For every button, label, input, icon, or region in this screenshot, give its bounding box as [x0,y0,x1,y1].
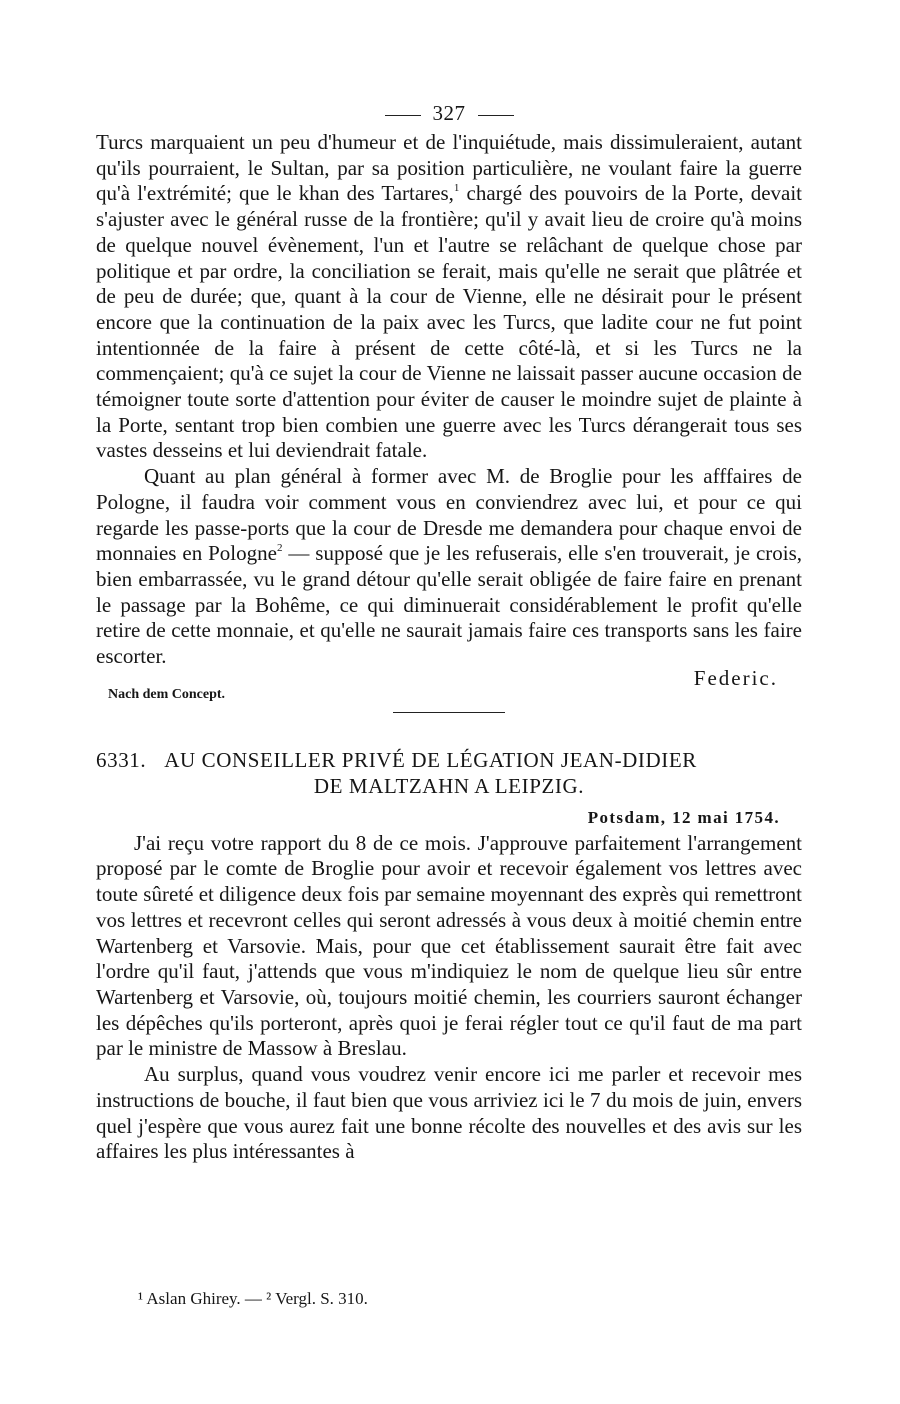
page-number: 327 [432,101,466,125]
document-heading-line1: AU CONSEILLER PRIVÉ DE LÉGATION JEAN-DIDIER [164,747,697,772]
paragraph-text-part1: Turcs marquaient un peu d'humeur et de l'inquiétude, mais dissimuleraient, autant qu'ils pourraient, le Sultan, par sa position particulière, ne voulant faire la guerre qu'à l'extrémité; que le khan des Tartares, [96,130,802,206]
signature: Federic. [693,665,778,690]
header-dash-left [385,115,421,116]
paragraph-continuation [96,130,802,464]
paragraph-pologne-part1: Quant au plan général à former avec M. de Broglie pour les afffaires de Pologne, il faudra voir comment vous en conviendrez avec lui, et pour ce qui regarde les passe-ports que la cour de Dresde me demandera pour chaque envoi de monnaies en Pologne [96,464,802,566]
footnotes: ¹ Aslan Ghirey. — ² Vergl. S. 310. [138,1289,368,1308]
footnote-mark-1: 1 [453,182,460,195]
document-heading-line2: DE MALTZAHN A LEIPZIG. [313,773,585,798]
letter-paragraph-1: J'ai reçu votre rapport du 8 de ce mois. J'approuve parfaitement l'arrangement proposé par le comte de Broglie pour avoir et recevoir également vos lettres avec toute sûreté et diligence deux fois par semaine moyennant des exprès qui remettront vos lettres et recevront celles qui seront adressés à vous deux à moitié chemin entre Wartenberg et Varsovie. Mais, pour que cet établissement saurait être fait avec l'ordre qu'il faut, j'attends que vous m'indiquiez le nom de quelque lieu sûr entre Wartenberg et Varsovie, où, toujours moitié chemin, les courriers sauront échanger les dépêches qu'ils porteront, après quoi je ferai régler tout ce qu'il faut de ma part par le ministre de Massow à Breslau. [96,830,802,1061]
footnote-mark-2: 2 [276,542,283,555]
document-heading [96,747,802,799]
paragraph-text-part2: chargé des pouvoirs de la Porte, devait s'ajuster avec le général russe de la frontière; qu'il y avait lieu de croire qu'à moins de quelque nouvel évènement, l'un et l'autre se relâchant de quelque chose par politique et par ordre, la conciliation se ferait, mais qu'elle ne serait que plâtrée et de peu de durée; que, quant à la cour de Vienne, elle ne désirait pour le présent encore que la continuation de la paix avec les Turcs, que ladite cour ne fut point intentionnée de la faire à présent de cette côté-là, et si les Turcs ne la commençaient; qu'à ce sujet la cour de Vienne ne laissait passer aucune occasion de témoigner toute sorte d'attention pour éviter de causer le moindre sujet de plainte à la Porte, sentant trop bien combien une guerre avec les Turcs dérangerait tous ses vastes desseins et lui deviendrait fatale. [96,181,803,463]
letter-paragraph-2: Au surplus, quand vous voudrez venir encore ici me parler et recevoir mes instructions de bouche, il faut bien que vous arriviez ici le 7 du mois de juin, envers quel j'espère que vous aurez fait une bonne récolte des nouvelles et des avis sur les affaires les plus intéressantes à [96,1062,802,1164]
paragraph-pologne-part2: — supposé que je les refuserais, elle s'en trouverait, je crois, bien embarrassée, vu le grand détour qu'elle serait obligée de faire faire en prenant le passage par la Bohême, ce qui diminuerait considérablement le profit qu'elle retire de cette monnaie, et qu'elle ne saurait jamais faire ces transports sans les faire escorter. [96,541,803,669]
page-content [96,96,802,1165]
paragraph-pologne [96,464,802,670]
source-note: Nach dem Concept. [108,686,226,702]
document-number: 6331. [96,747,147,772]
section-divider [393,712,505,713]
header-dash-right [478,115,514,116]
page-header [96,96,802,130]
dateline: Potsdam, 12 mai 1754. [587,807,780,827]
